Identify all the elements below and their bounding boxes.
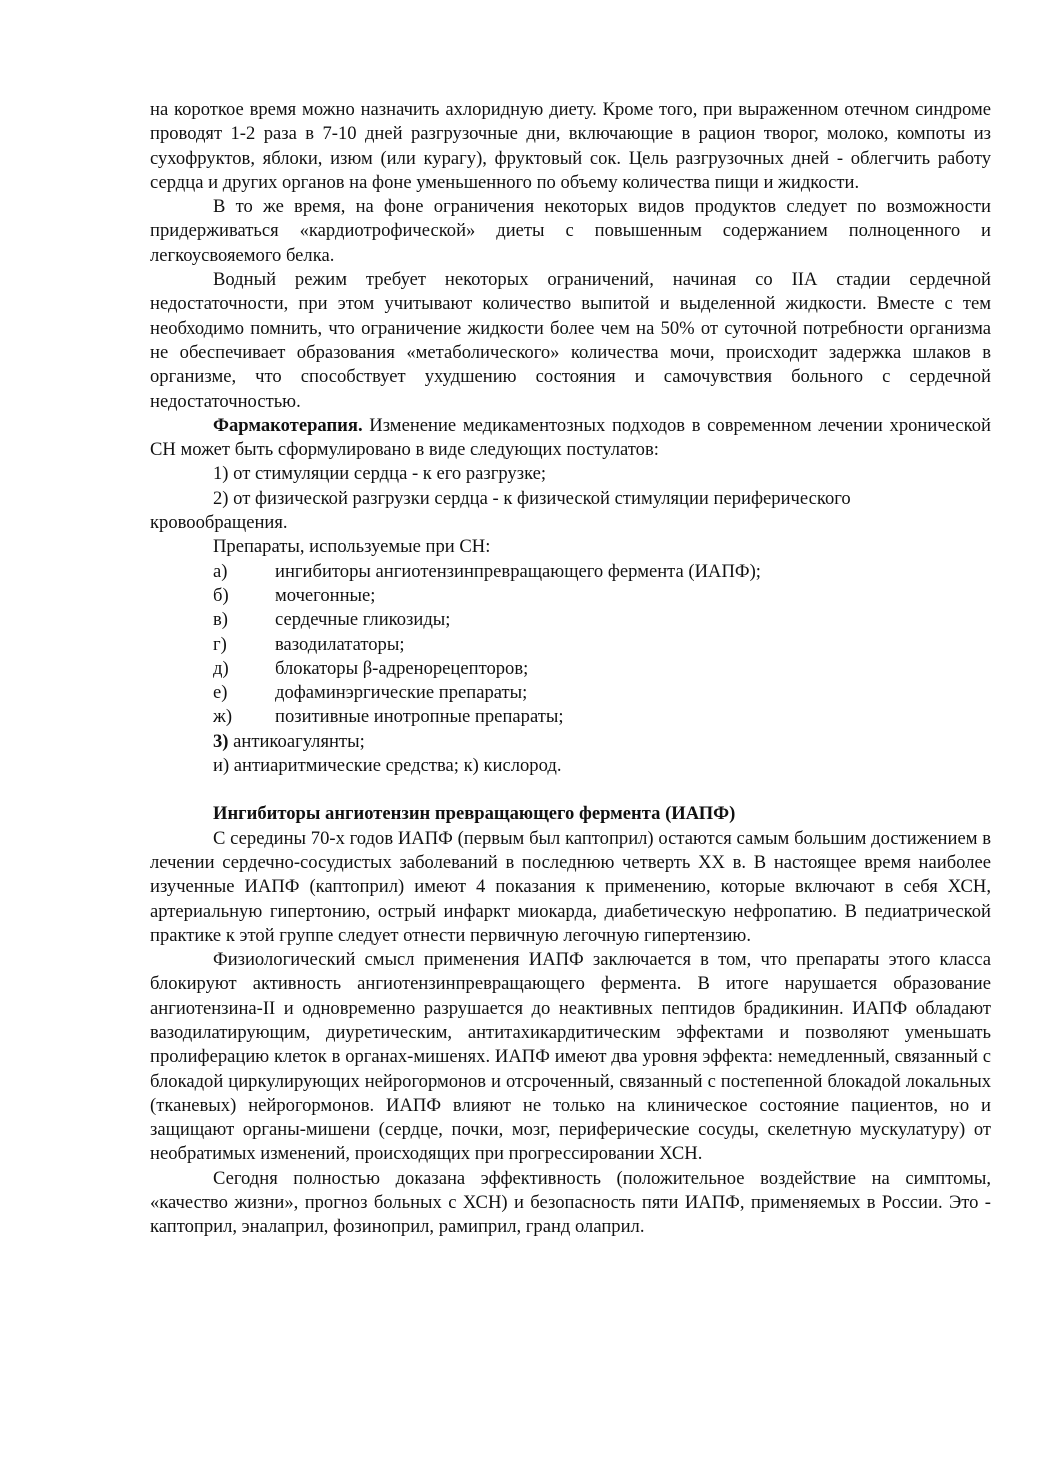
list-item-text: мочегонные; <box>275 584 376 606</box>
list-item <box>150 608 991 632</box>
paragraph-pharmacotherapy <box>150 414 991 463</box>
list-item <box>150 657 991 681</box>
list-item <box>150 681 991 705</box>
list-item <box>150 633 991 657</box>
drug-list <box>150 560 991 730</box>
list-marker: б) <box>213 584 229 606</box>
postulate-1: 1) от стимуляции сердца - к его разгрузке; <box>213 463 547 485</box>
list-item-text: сердечные гликозиды; <box>275 609 451 631</box>
postulate-2: 2) от физической разгрузки сердца - к физической стимуляции периферического кровообращения. <box>150 487 851 534</box>
list-marker: е) <box>213 682 228 704</box>
list-item <box>150 560 991 584</box>
drugs-intro: Препараты, используемые при СН: <box>213 536 491 558</box>
list-marker: в) <box>213 609 228 631</box>
list-marker: г) <box>213 633 227 655</box>
list-item-text: вазодилататоры; <box>275 633 405 655</box>
paragraph-cardiotrophic-diet: В то же время, на фоне ограничения некоторых видов продуктов следует по возможности придерживаться «кардиотрофической» диеты с повышенным содержанием полноценного и легкоусвояемого белка. <box>150 196 991 266</box>
paragraph-ace-physiology: Физиологический смысл применения ИАПФ заключается в том, что препараты этого класса блокируют активность ангиотензинпревращающего фермента. В итоге нарушается образование ангиотензина-II и одновременно разрушается до неактивных пептидов брадикинин. ИАПФ обладают вазодилатирующим, диуретическим, антитахикардитическим эффектами и позволяют уменьшать пролиферацию клеток в органах-мишенях. ИАПФ имеют два уровня эффекта: немедленный, связанный с блокадой циркулирующих нейрогормонов и отсроченный, связанный с постепенной блокадой локальных (тканевых) нейрогормонов. ИАПФ влияют не только на клиническое состояние пациентов, но и защищают органы-мишени (сердце, почки, мозг, периферические сосуды, скелетную мускулатуру) от необратимых изменений, происходящих при прогрессировании ХСН. <box>150 949 991 1165</box>
paragraph-ace-history: С середины 70-х годов ИАПФ (первым был каптоприл) остаются самым большим достижением в лечении сердечно-сосудистых заболеваний в последнюю четверть XX в. В настоящее время наиболее изученные ИАПФ (каптоприл) имеют 4 показания к применению, которые включают в себя ХСН, артериальную гипертонию, острый инфаркт миокарда, диабетическую нефропатию. В педиатрической практике к этой группе следует отнести первичную легочную гипертензию. <box>150 827 991 946</box>
list-marker: а) <box>213 560 228 582</box>
pharmacotherapy-text: Изменение медикаментозных подходов в современном лечении хронической СН может быть сформулировано в виде следующих постулатов: <box>150 414 991 461</box>
list-item-text: дофаминэргические препараты; <box>275 682 528 704</box>
pharmacotherapy-label: Фармакотерапия. <box>213 414 363 436</box>
paragraph-ace-efficacy: Сегодня полностью доказана эффективность (положительное воздействие на симптомы, «качество жизни», прогноз больных с ХСН) и безопасность пяти ИАПФ, применяемых в России. Это - каптоприл, эналаприл, фозиноприл, рамиприл, гранд олаприл. <box>150 1167 991 1238</box>
list-marker: д) <box>213 657 229 679</box>
paragraph-diet: на короткое время можно назначить ахлоридную диету. Кроме того, при выраженном отечном синдроме проводят 1-2 раза в 7-10 дней разгрузочные дни, включающие в рацион творог, молоко, компоты из сухофруктов, яблоки, изюм (или курагу), фруктовый сок. Цель разгрузочных дней - облегчить работу сердца и других органов на фоне уменьшенного по объему количества пищи и жидкости. <box>150 99 991 193</box>
list-item-anticoagulants <box>150 730 991 754</box>
list-item-antiarrhythmic: и) антиаритмические средства; к) кислород. <box>213 755 562 777</box>
list-item-text: антикоагулянты; <box>228 730 365 752</box>
list-item-text: блокаторы β-адренорецепторов; <box>275 657 529 679</box>
document-page <box>150 98 991 1240</box>
list-marker: ж) <box>213 706 233 728</box>
list-item <box>150 705 991 729</box>
paragraph-water-regime: Водный режим требует некоторых ограничений, начиная со IIА стадии сердечной недостаточности, при этом учитывают количество выпитой и выделенной жидкости. Вместе с тем необходимо помнить, что ограничение жидкости более чем на 50% от суточной потребности организма не обеспечивает образования «метаболического» количества мочи, происходит задержка шлаков в организме, что способствует ухудшению состояния и самочувствия больного с сердечной недостаточностью. <box>150 269 991 412</box>
list-item-text: позитивные инотропные препараты; <box>275 706 564 728</box>
list-item <box>150 584 991 608</box>
list-item-text: ингибиторы ангиотензинпревращающего фермента (ИАПФ); <box>275 560 761 582</box>
section-heading: Ингибиторы ангиотензин превращающего фермента (ИАПФ) <box>213 803 736 825</box>
list-marker-bold: 3) <box>213 730 229 752</box>
